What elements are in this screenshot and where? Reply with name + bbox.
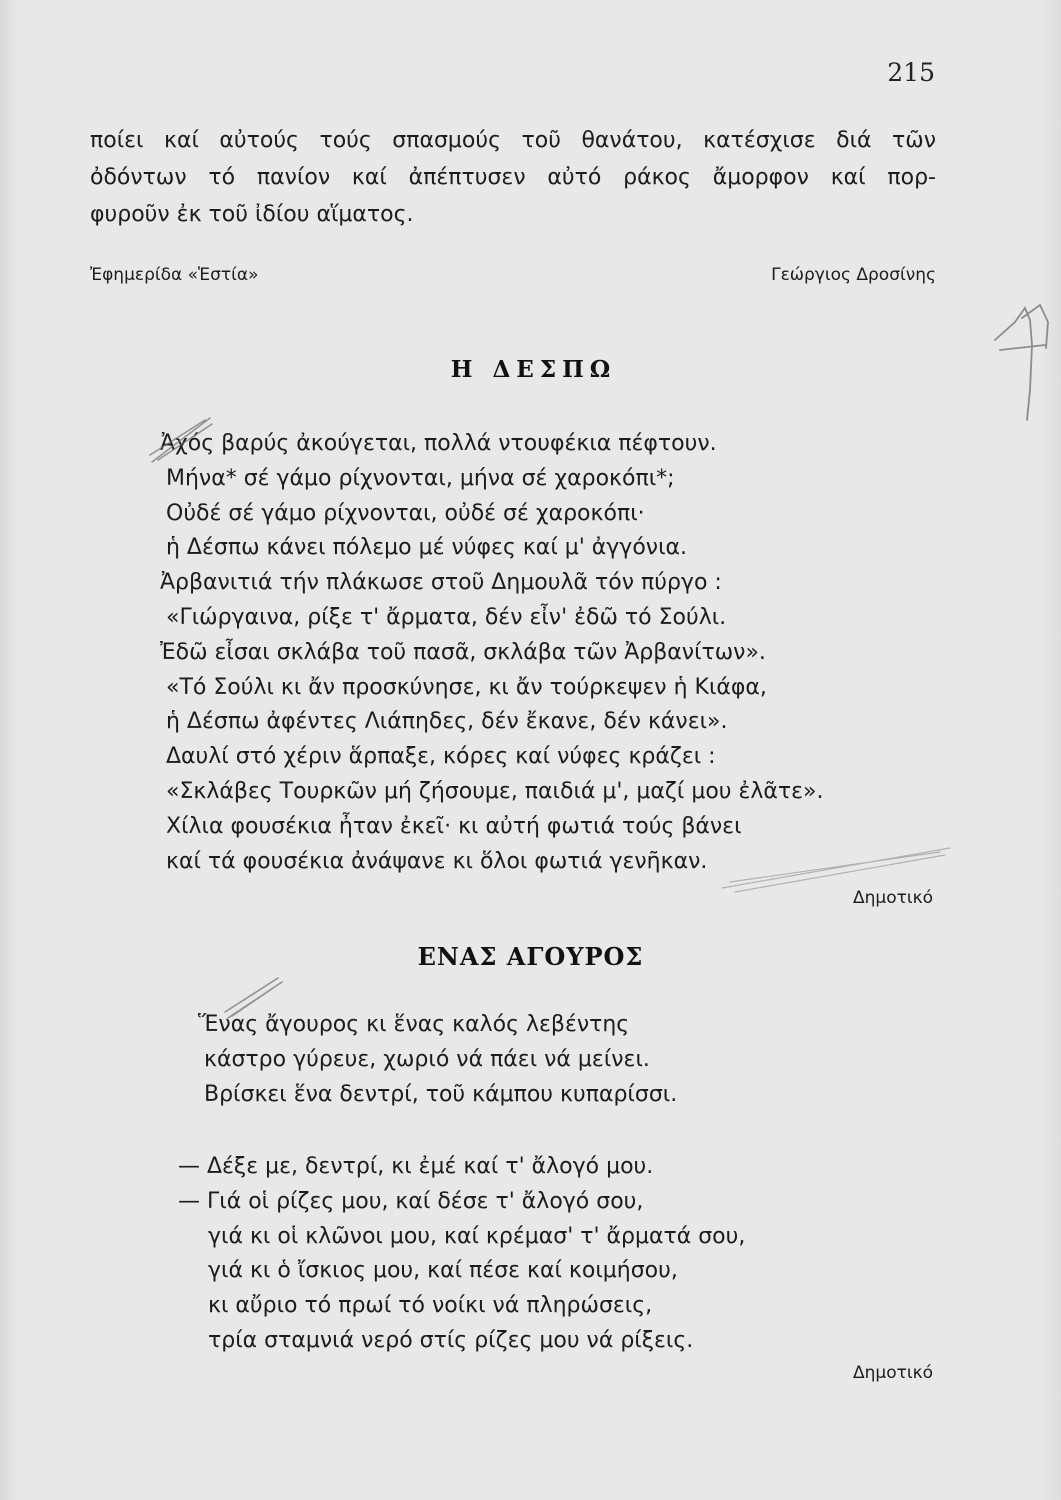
poem-attribution: Δημοτικό	[852, 888, 933, 908]
verse-line: κι αὔριο τό πρωί τό νοίκι νά πληρώσεις,	[208, 1293, 653, 1319]
poem-title-despo: Η ΔΕΣΠΩ	[450, 356, 617, 383]
verse-line: Δαυλί στό χέριν ἅρπαξε, κόρες καί νύφες κράζει :	[166, 744, 716, 770]
poem-attribution: Δημοτικό	[852, 1363, 933, 1383]
verse-line: γιά κι ὁ ἴσκιος μου, καί πέσε καί κοιμήσου,	[208, 1258, 678, 1284]
poem-agouros-stanza-2	[178, 1150, 745, 1359]
prose-line: ὀδόντων τό πανίον καί ἀπέπτυσεν αὐτό ράκος ἄμορφον καί πορ-	[90, 165, 936, 190]
verse-line: — Δέξε με, δεντρί, κι ἐμέ καί τ' ἄλογό μου.	[178, 1154, 654, 1179]
verse-line: Βρίσκει ἕνα δεντρί, τοῦ κάμπου κυπαρίσσι.	[204, 1081, 678, 1107]
poem-title-agouros: ΕΝΑΣ ΑΓΟΥΡΟΣ	[417, 942, 644, 971]
verse-line: «Σκλάβες Τουρκῶν μή ζήσουμε, παιδιά μ', μαζί μου ἐλᾶτε».	[166, 778, 824, 804]
verse-line: ἡ Δέσπω ἀφέντες Λιάπηδες, δέν ἔκανε, δέν κάνει».	[166, 709, 728, 735]
verse-line: Μήνα* σέ γάμο ρίχνονται, μήνα σέ χαροκόπι*;	[166, 465, 675, 491]
poem-despo	[160, 427, 824, 879]
prose-line: ποίει καί αὐτούς τούς σπασμούς τοῦ θανάτου, κατέσχισε διά τῶν	[90, 128, 936, 153]
prose-paragraph	[90, 122, 936, 233]
verse-line: — Γιά οἱ ρίζες μου, καί δέσε τ' ἄλογό σου,	[178, 1188, 644, 1214]
verse-line: Ἀρβανιτιά τήν πλάκωσε στοῦ Δημουλᾶ τόν πύργο :	[160, 570, 722, 596]
newspaper-source: Ἐφημερίδα «Ἑστία»	[90, 265, 259, 285]
prose-line: φυροῦν ἐκ τοῦ ἰδίου αἵματος.	[90, 202, 414, 227]
verse-line: ἡ Δέσπω κάνει πόλεμο μέ νύφες καί μ' ἀγγόνια.	[166, 535, 688, 561]
poem-agouros-stanza-1	[198, 1008, 678, 1112]
source-row	[90, 265, 936, 285]
verse-line: καί τά φουσέκια ἀνάψανε κι ὅλοι φωτιά γενῆκαν.	[166, 848, 708, 874]
verse-line: Ἐδῶ εἶσαι σκλάβα τοῦ πασᾶ, σκλάβα τῶν Ἀρβανίτων».	[160, 639, 766, 665]
verse-line: «Γιώργαινα, ρίξε τ' ἄρματα, δέν εἶν' ἐδῶ τό Σούλι.	[166, 604, 727, 630]
verse-line: Ἀχός βαρύς ἀκούγεται, πολλά ντουφέκια πέφτουν.	[160, 431, 717, 456]
verse-line: Οὐδέ σέ γάμο ρίχνονται, οὐδέ σέ χαροκόπι·	[166, 500, 645, 526]
verse-line: Χίλια φουσέκια ἦταν ἐκεῖ· κι αὐτή φωτιά τούς βάνει	[166, 813, 742, 839]
verse-line: κάστρο γύρευε, χωριό νά πάει νά μείνει.	[204, 1046, 650, 1072]
verse-line: τρία σταμνιά νερό στίς ρίζες μου νά ρίξεις.	[208, 1327, 694, 1353]
verse-line: «Τό Σούλι κι ἄν προσκύνησε, κι ἄν τούρκεψεν ἡ Κιάφα,	[166, 674, 767, 700]
author-name: Γεώργιος Δροσίνης	[771, 265, 936, 285]
verse-line: γιά κι οἱ κλῶνοι μου, καί κρέμασ' τ' ἄρματά σου,	[208, 1223, 746, 1249]
verse-line: Ἕνας ἄγουρος κι ἕνας καλός λεβέντης	[198, 1012, 630, 1037]
page-number: 215	[887, 58, 935, 87]
